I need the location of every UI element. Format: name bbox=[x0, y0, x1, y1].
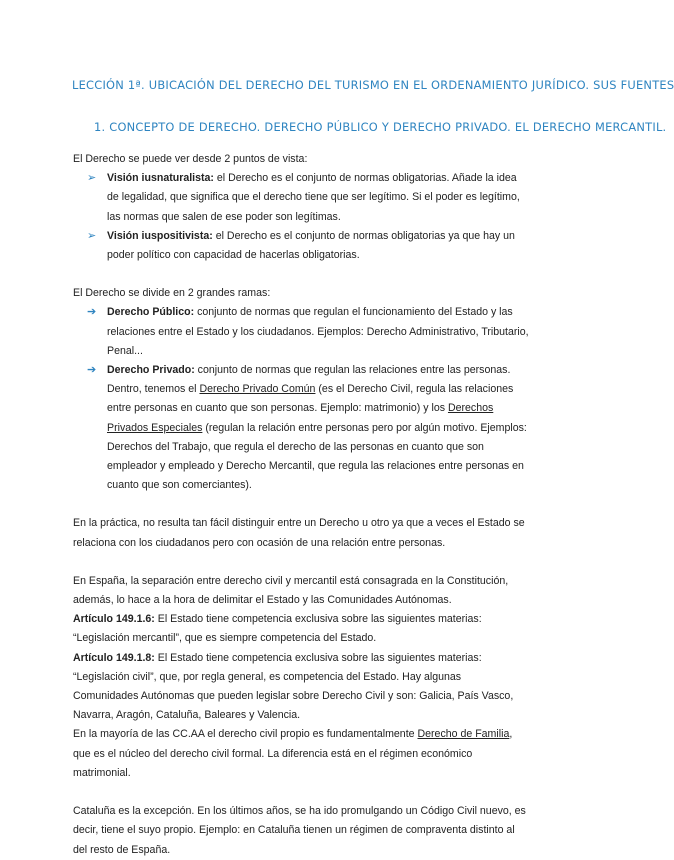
intro-points-of-view: El Derecho se puede ver desde 2 puntos de vista: bbox=[73, 153, 308, 165]
views-list bbox=[73, 169, 529, 265]
term: Derecho Público: bbox=[107, 306, 195, 319]
article-149-1-8: Artículo 149.1.8: El Estado tiene competencia exclusiva sobre las siguientes materias: “Legislación civil”, que, por regla general, es competencia del Estado. Hay algunas Comunidades Autónomas que pueden legislar sobre Derecho Civil y son: Galicia, País Vasco, Navarra, Aragón, Cataluña, Baleares y Valencia. bbox=[73, 651, 514, 722]
branches-list bbox=[73, 303, 529, 495]
underlined-term: Derecho de Familia bbox=[417, 728, 510, 741]
list-item bbox=[87, 227, 529, 265]
document-body bbox=[73, 150, 529, 860]
arrowhead-bullet-icon: ➢ bbox=[87, 172, 97, 185]
arrow-bullet-icon: ➔ bbox=[87, 306, 97, 319]
list-item bbox=[87, 361, 529, 495]
term: Visión iusnaturalista: bbox=[107, 172, 214, 185]
arrowhead-bullet-icon: ➢ bbox=[87, 229, 97, 242]
definition: (regulan la relación entre personas pero por algún motivo. Ejemplos: Derechos del Trabajo, que regula el derecho de las personas en cuanto que son empleador y empleado y Derecho Mercantil, que regula las relaciones entre personas en cuanto que son comerciantes). bbox=[107, 421, 527, 492]
definition: el Derecho es el conjunto de normas obligatorias ya que hay un poder político con capacidad de hacerlas obligatorias. bbox=[107, 229, 515, 262]
section-title: 1. CONCEPTO DE DERECHO. DERECHO PÚBLICO Y DERECHO PRIVADO. EL DERECHO MERCANTIL. bbox=[94, 120, 667, 134]
term: Visión iuspositivista: bbox=[107, 229, 213, 242]
paragraph-spain: En España, la separación entre derecho civil y mercantil está consagrada en la Constitución, además, lo hace a la hora de delimitar el Estado y las Comunidades Autónomas. bbox=[73, 574, 509, 607]
definition: (es el Derecho Civil, regula las relaciones entre personas en cuanto que son personas. Ejemplo: matrimonio) y los bbox=[107, 383, 514, 415]
term: Derecho Privado: bbox=[107, 364, 195, 377]
list-item bbox=[87, 303, 529, 361]
definition: el Derecho es el conjunto de normas obligatorias. Añade la idea de legalidad, que significa que el derecho tiene que ser legítimo. Si el poder es legítimo, las normas que salen de ese poder son legítimas. bbox=[107, 172, 520, 223]
article-label: Artículo 149.1.6: bbox=[73, 613, 155, 626]
article-label: Artículo 149.1.8: bbox=[73, 651, 155, 664]
paragraph-practice: En la práctica, no resulta tan fácil distinguir entre un Derecho u otro ya que a veces el Estado se relaciona con los ciudadanos pero con ocasión de una relación entre personas. bbox=[73, 517, 525, 549]
definition: conjunto de normas que regulan las relaciones entre las personas. Dentro, tenemos el bbox=[107, 364, 511, 396]
definition: conjunto de normas que regulan el funcionamiento del Estado y las relaciones entre el Estado y los ciudadanos. Ejemplos: Derecho Administrativo, Tributario, Penal... bbox=[107, 306, 529, 357]
arrow-bullet-icon: ➔ bbox=[87, 364, 97, 377]
article-149-1-6: Artículo 149.1.6: El Estado tiene competencia exclusiva sobre las siguientes materias: “Legislación mercantil”, que es siempre competencia del Estado. bbox=[73, 613, 482, 645]
underlined-term: Derecho Privado Común bbox=[199, 383, 316, 396]
paragraph-catalonia: Cataluña es la excepción. En los últimos años, se ha ido promulgando un Código Civil nuevo, es decir, tiene el suyo propio. Ejemplo: en Cataluña tienen un régimen de compraventa distinto al del resto de España. bbox=[73, 805, 526, 856]
list-item bbox=[87, 169, 529, 227]
intro-branches: El Derecho se divide en 2 grandes ramas: bbox=[73, 287, 271, 300]
lesson-title: LECCIÓN 1ª. UBICACIÓN DEL DERECHO DEL TURISMO EN EL ORDENAMIENTO JURÍDICO. SUS FUENTES bbox=[72, 78, 674, 92]
paragraph-ccaa: En la mayoría de las CC.AA el derecho civil propio es fundamentalmente Derecho de Familia, que es el núcleo del derecho civil formal. La diferencia está en el régimen económico matrimonial. bbox=[73, 728, 513, 779]
underlined-term: Derechos Privados Especiales bbox=[107, 402, 494, 434]
